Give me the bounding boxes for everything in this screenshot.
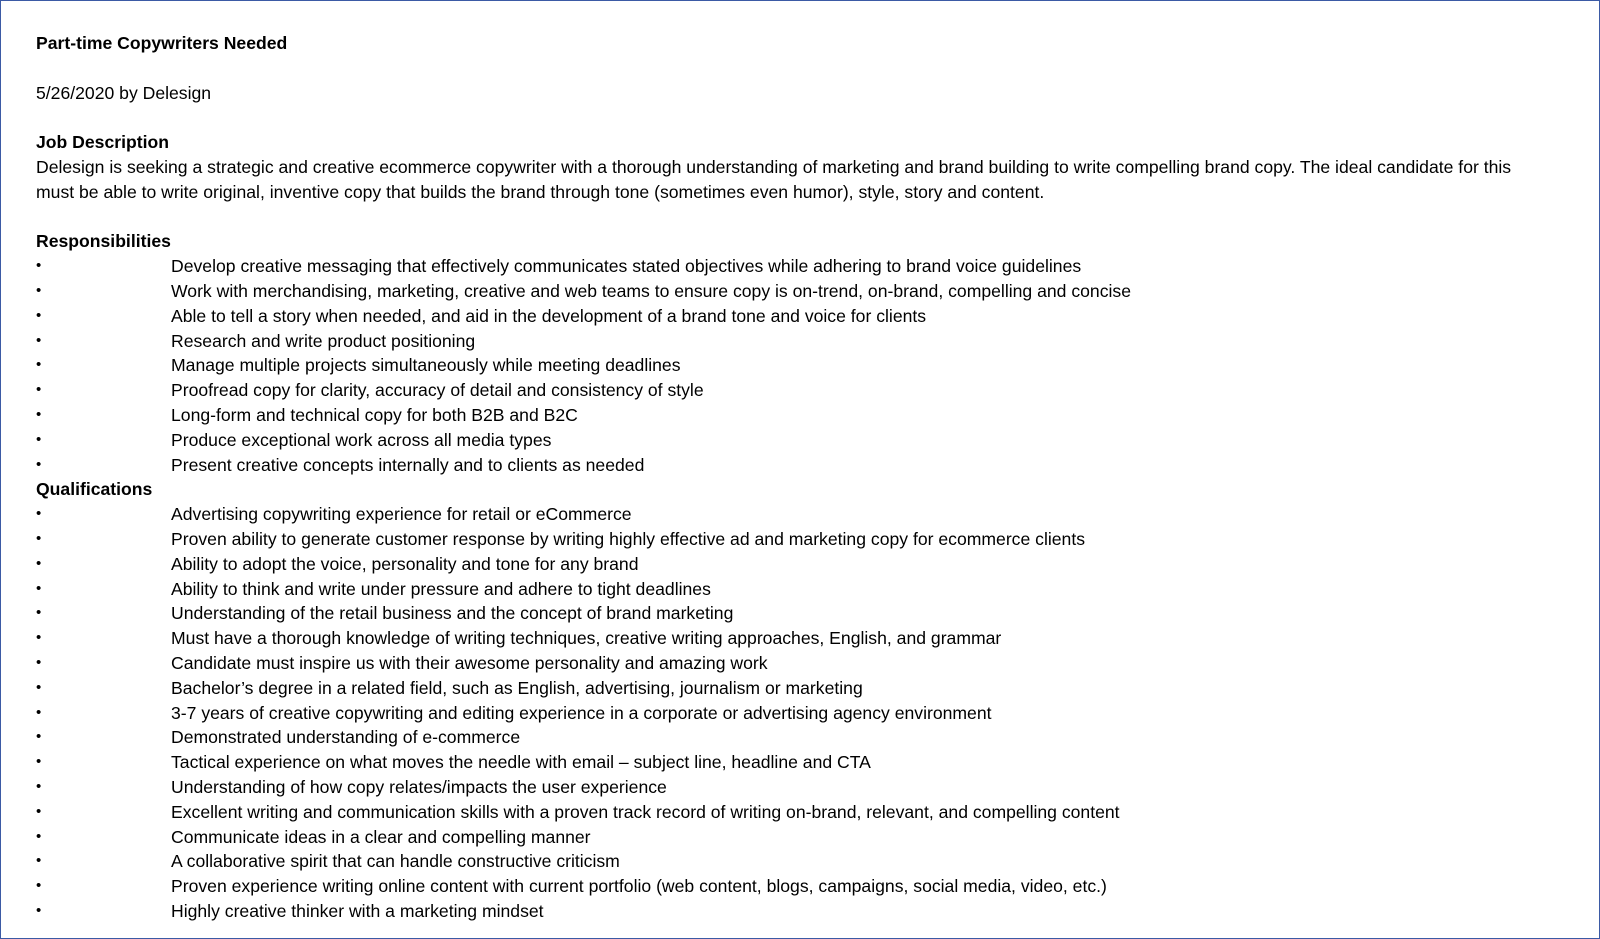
- qualifications-list: [36, 502, 1576, 924]
- qualifications-item-text: Demonstrated understanding of e-commerce: [171, 727, 521, 748]
- responsibilities-heading: Responsibilities: [36, 231, 171, 252]
- bullet-icon: •: [36, 455, 42, 473]
- responsibilities-item-text: Present creative concepts internally and to clients as needed: [171, 454, 645, 475]
- responsibilities-item-text: Produce exceptional work across all media types: [171, 429, 552, 450]
- qualifications-item: [36, 577, 1576, 602]
- qualifications-item: [36, 502, 1576, 527]
- qualifications-item: [36, 775, 1576, 800]
- qualifications-item: [36, 626, 1576, 651]
- bullet-icon: •: [36, 728, 42, 746]
- responsibilities-item: [36, 304, 1576, 329]
- qualifications-item: [36, 849, 1576, 874]
- qualifications-item-text: 3-7 years of creative copywriting and editing experience in a corporate or advertising agency environment: [171, 702, 992, 723]
- bullet-icon: •: [36, 579, 42, 597]
- qualifications-item-text: A collaborative spirit that can handle constructive criticism: [171, 851, 620, 872]
- responsibilities-item: [36, 353, 1576, 378]
- qualifications-item: [36, 701, 1576, 726]
- responsibilities-item-text: Develop creative messaging that effectively communicates stated objectives while adhering to brand voice guidelines: [171, 256, 1082, 277]
- qualifications-item-text: Advertising copywriting experience for retail or eCommerce: [171, 504, 632, 525]
- byline: 5/26/2020 by Delesign: [36, 82, 212, 103]
- qualifications-item: [36, 676, 1576, 701]
- qualifications-item-text: Excellent writing and communication skills with a proven track record of writing on-brand, relevant, and compelling content: [171, 801, 1120, 822]
- bullet-icon: •: [36, 827, 42, 845]
- responsibilities-item: [36, 254, 1576, 279]
- bullet-icon: •: [36, 257, 42, 275]
- qualifications-item: [36, 750, 1576, 775]
- document-title: Part-time Copywriters Needed: [36, 33, 288, 53]
- qualifications-heading: Qualifications: [36, 479, 153, 500]
- qualifications-item: [36, 825, 1576, 850]
- qualifications-item: [36, 874, 1576, 899]
- qualifications-item: [36, 651, 1576, 676]
- responsibilities-item-text: Research and write product positioning: [171, 330, 476, 351]
- bullet-icon: •: [36, 306, 42, 324]
- qualifications-item-text: Proven ability to generate customer response by writing highly effective ad and marketing copy for ecommerce clients: [171, 528, 1086, 549]
- bullet-icon: •: [36, 802, 42, 820]
- responsibilities-item-text: Work with merchandising, marketing, creative and web teams to ensure copy is on-trend, on-brand, compelling and concise: [171, 280, 1131, 301]
- responsibilities-item: [36, 378, 1576, 403]
- bullet-icon: •: [36, 629, 42, 647]
- bullet-icon: •: [36, 505, 42, 523]
- responsibilities-item-text: Able to tell a story when needed, and aid in the development of a brand tone and voice for clients: [171, 305, 927, 326]
- bullet-icon: •: [36, 678, 42, 696]
- bullet-icon: •: [36, 356, 42, 374]
- spacer: [36, 56, 1576, 81]
- bullet-icon: •: [36, 430, 42, 448]
- bullet-icon: •: [36, 405, 42, 423]
- qualifications-item-text: Proven experience writing online content with current portfolio (web content, blogs, campaigns, social media, video, etc.): [171, 876, 1107, 897]
- bullet-icon: •: [36, 604, 42, 622]
- qualifications-item-text: Bachelor’s degree in a related field, such as English, advertising, journalism or marketing: [171, 677, 863, 698]
- responsibilities-item: [36, 329, 1576, 354]
- qualifications-item-text: Understanding of the retail business and the concept of brand marketing: [171, 603, 734, 624]
- qualifications-item: [36, 527, 1576, 552]
- responsibilities-item-text: Proofread copy for clarity, accuracy of detail and consistency of style: [171, 380, 704, 401]
- responsibilities-item: [36, 453, 1576, 478]
- qualifications-item: [36, 601, 1576, 626]
- qualifications-item-text: Must have a thorough knowledge of writing techniques, creative writing approaches, English, and grammar: [171, 628, 1002, 649]
- bullet-icon: •: [36, 331, 42, 349]
- responsibilities-item: [36, 403, 1576, 428]
- qualifications-item-text: Communicate ideas in a clear and compelling manner: [171, 826, 591, 847]
- bullet-icon: •: [36, 703, 42, 721]
- qualifications-item-text: Understanding of how copy relates/impacts the user experience: [171, 776, 667, 797]
- qualifications-item-text: Tactical experience on what moves the needle with email – subject line, headline and CTA: [171, 752, 871, 773]
- responsibilities-item: [36, 428, 1576, 453]
- bullet-icon: •: [36, 381, 42, 399]
- qualifications-item-text: Ability to adopt the voice, personality and tone for any brand: [171, 553, 639, 574]
- qualifications-item-text: Ability to think and write under pressure and adhere to tight deadlines: [171, 578, 711, 599]
- qualifications-item-text: Highly creative thinker with a marketing mindset: [171, 900, 544, 921]
- responsibilities-item: [36, 279, 1576, 304]
- qualifications-item: [36, 725, 1576, 750]
- bullet-icon: •: [36, 554, 42, 572]
- spacer: [36, 205, 1576, 230]
- responsibilities-item-text: Manage multiple projects simultaneously while meeting deadlines: [171, 355, 681, 376]
- qualifications-item: [36, 899, 1576, 924]
- qualifications-item: [36, 552, 1576, 577]
- bullet-icon: •: [36, 281, 42, 299]
- qualifications-item-text: Candidate must inspire us with their awesome personality and amazing work: [171, 652, 768, 673]
- responsibilities-item-text: Long-form and technical copy for both B2B and B2C: [171, 404, 578, 425]
- bullet-icon: •: [36, 653, 42, 671]
- bullet-icon: •: [36, 852, 42, 870]
- document-body: [36, 31, 1576, 924]
- bullet-icon: •: [36, 777, 42, 795]
- qualifications-item: [36, 800, 1576, 825]
- bullet-icon: •: [36, 529, 42, 547]
- bullet-icon: •: [36, 901, 42, 919]
- job-description-text: Delesign is seeking a strategic and creative ecommerce copywriter with a thorough understanding of marketing and brand building to write compelling brand copy. The ideal candidate for this must be able to write original, inventive copy that builds the brand through tone (sometimes even humor), style, story and content.: [36, 156, 1512, 202]
- responsibilities-list: [36, 254, 1576, 477]
- bullet-icon: •: [36, 877, 42, 895]
- spacer: [36, 105, 1576, 130]
- bullet-icon: •: [36, 753, 42, 771]
- job-description-heading: Job Description: [36, 132, 169, 153]
